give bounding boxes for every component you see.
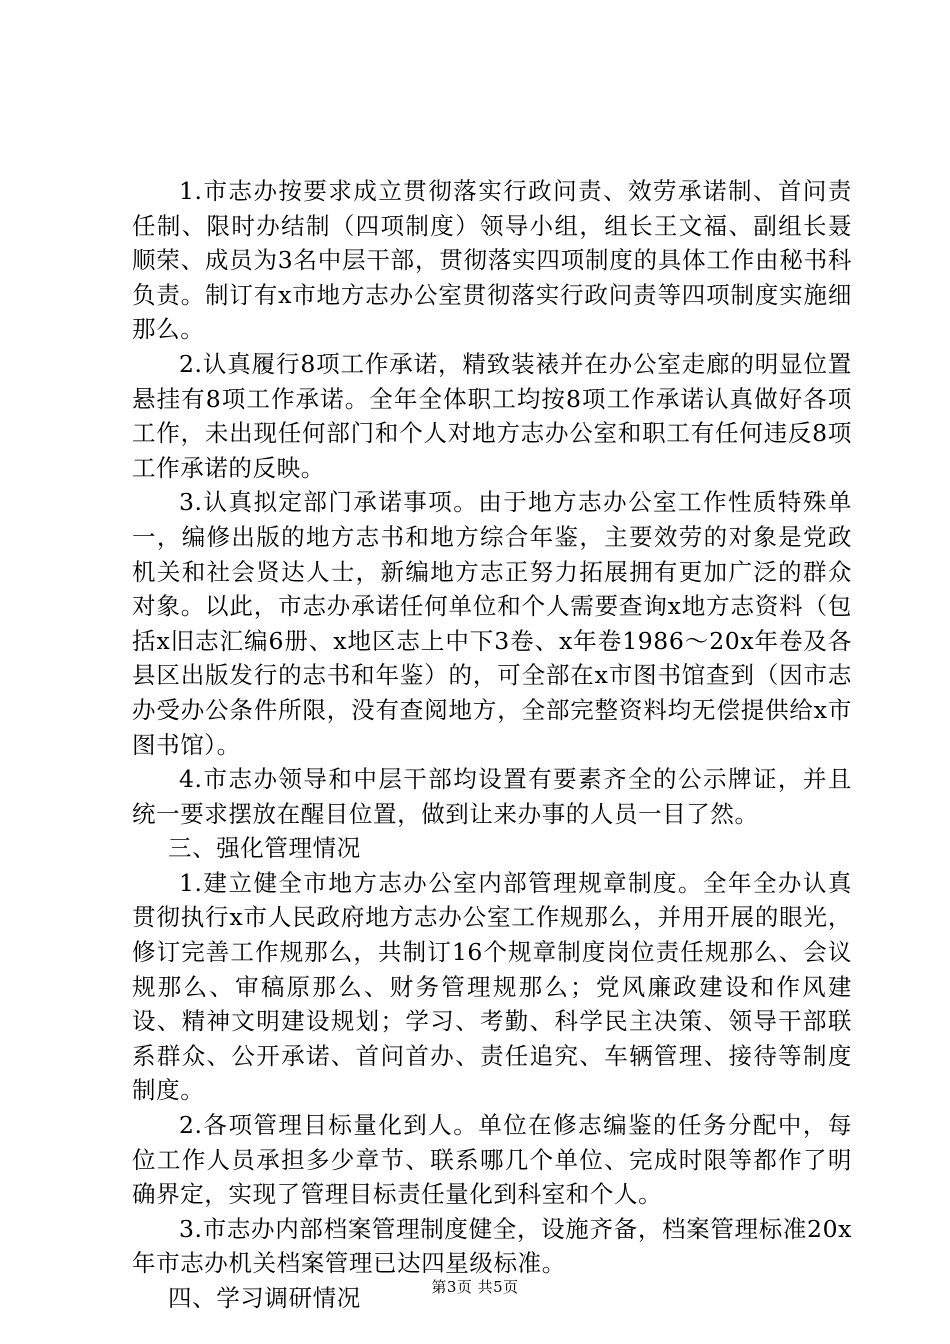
paragraph-3: 3.认真拟定部门承诺事项。由于地方志办公室工作性质特殊单一，编修出版的地方志书和地方综合年鉴，主要效劳的对象是党政机关和社会贤达人士，新编地方志正努力拓展拥有更加广泛的群众对象。以此，市志办承诺任何单位和个人需要查询x地方志资料（包括x旧志汇编6册、x地区志上中下3卷、x年卷1986～20x年卷及各县区出版发行的志书和年鉴）的，可全部在x市图书馆查到（因市志办受办公条件所限，没有查阅地方，全部完整资料均无偿提供给x市图书馆）。 xyxy=(132,488,852,759)
paragraph-4: 4.市志办领导和中层干部均设置有要素齐全的公示牌证，并且统一要求摆放在醒目位置，做到让来办事的人员一目了然。 xyxy=(132,765,852,828)
section-3-paragraph-1: 1.建立健全市地方志办公室内部管理规章制度。全年全办认真贯彻执行x市人民政府地方志办公室工作规那么，并用开展的眼光，修订完善工作规那么，共制订16个规章制度岗位责任规那么、会议规那么、审稿原那么、财务管理规那么；党风廉政建设和作风建设、精神文明建设规划；学习、考勤、科学民主决策、领导干部联系群众、公开承诺、首问首办、责任追究、车辆管理、接待等制度制度。 xyxy=(132,868,852,1105)
document-body xyxy=(132,174,852,1316)
section-heading-3: 三、强化管理情况 xyxy=(168,834,361,863)
section-heading-4: 四、学习调研情况 xyxy=(168,1284,361,1312)
paragraph-2: 2.认真履行8项工作承诺，精致装裱并在办公室走廊的明显位置悬挂有8项工作承诺。全年全体职工均按8项工作承诺认真做好各项工作，未出现任何部门和个人对地方志办公室和职工有任何违反8项工作承诺的反映。 xyxy=(132,349,852,482)
paragraph-1: 1.市志办按要求成立贯彻落实行政问责、效劳承诺制、首问责任制、限时办结制（四项制度）领导小组，组长王文福、副组长聂顺荣、成员为3名中层干部，贯彻落实四项制度的具体工作由秘书科负责。制订有x市地方志办公室贯彻落实行政问责等四项制度实施细那么。 xyxy=(132,177,852,344)
section-3-paragraph-2: 2.各项管理目标量化到人。单位在修志编鉴的任务分配中，每位工作人员承担多少章节、联系哪几个单位、完成时限等都作了明确界定，实现了管理目标责任量化到科室和个人。 xyxy=(132,1111,852,1209)
section-3-paragraph-3: 3.市志办内部档案管理制度健全，设施齐备，档案管理标准20x年市志办机关档案管理已达四星级标准。 xyxy=(132,1214,852,1278)
page-footer: 第3页 共5页 xyxy=(431,1278,519,1296)
